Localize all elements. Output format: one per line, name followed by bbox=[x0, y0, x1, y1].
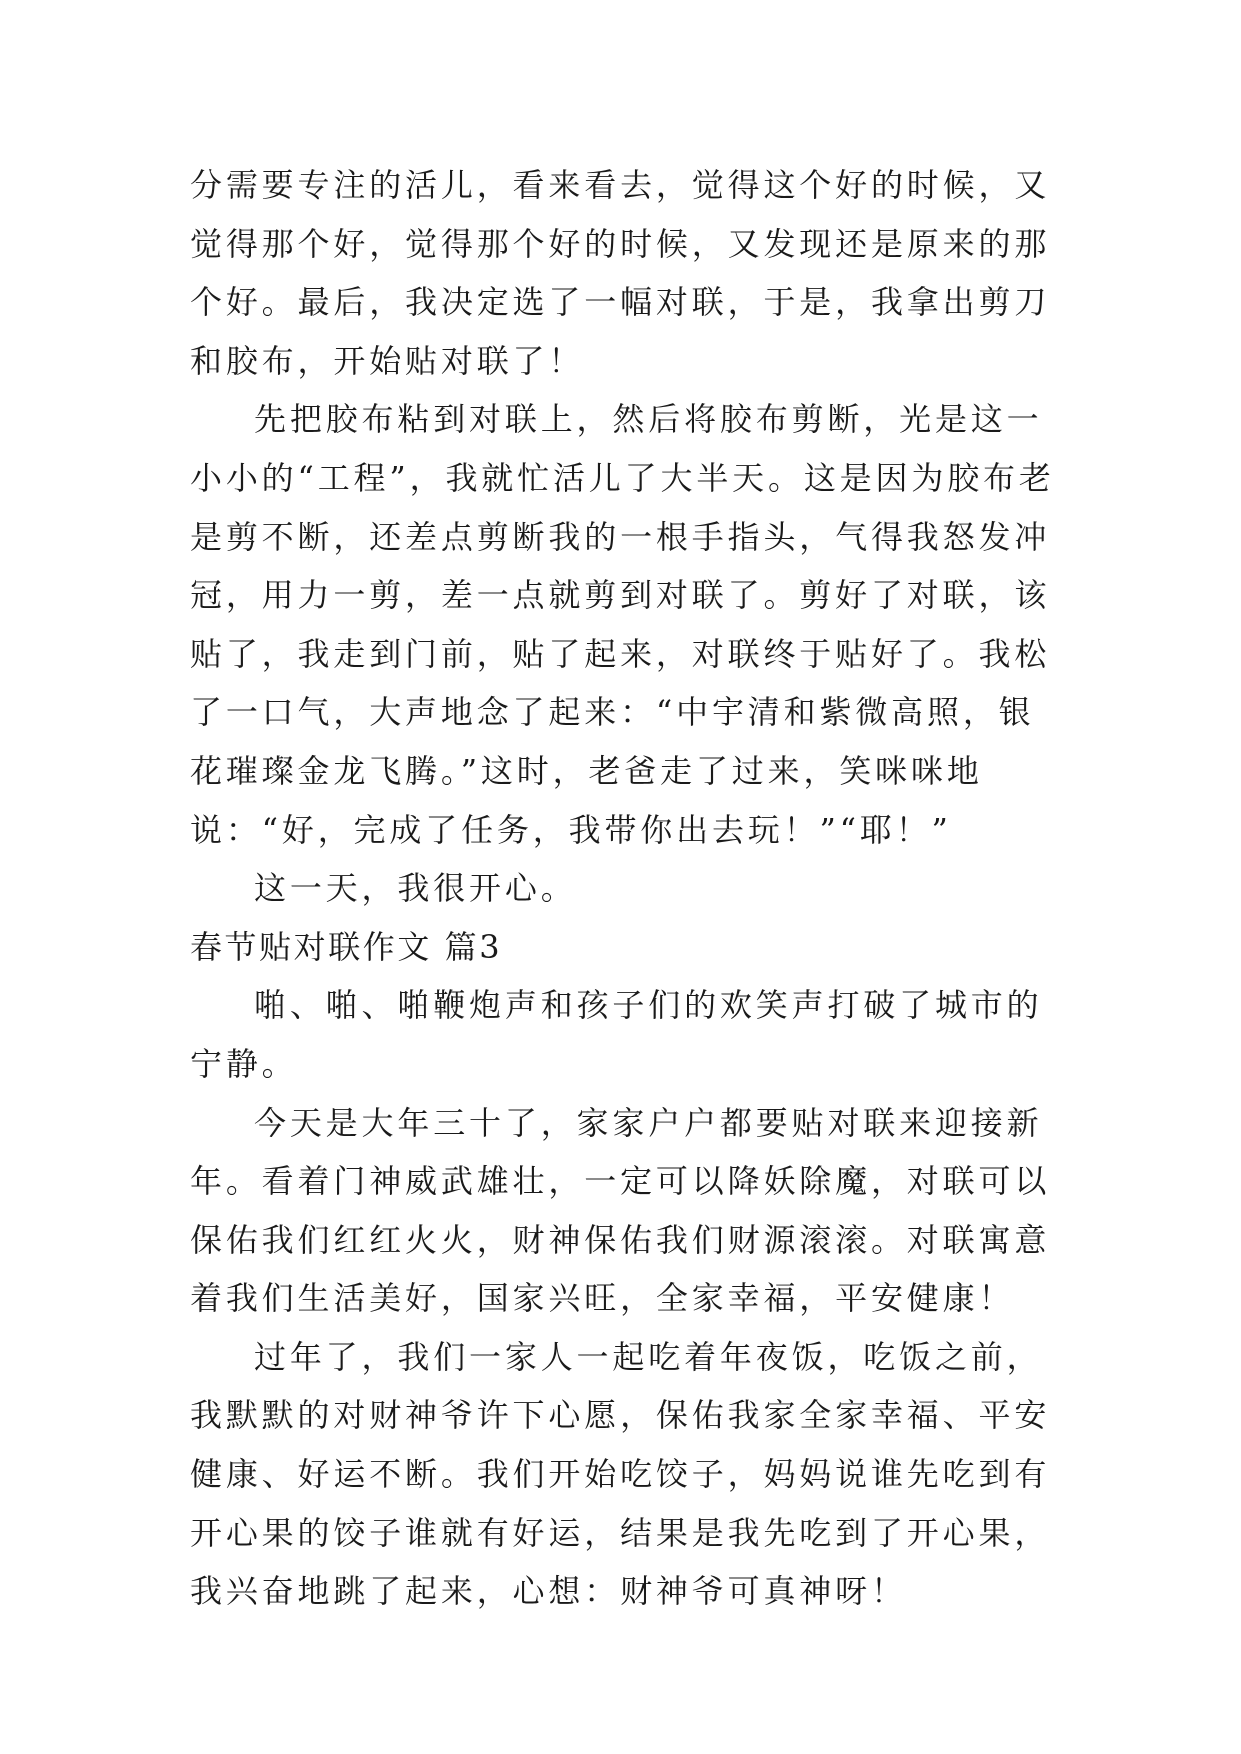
paragraph-6: 过年了，我们一家人一起吃着年夜饭，吃饭之前，我默默的对财神爷许下心愿，保佑我家全家幸福、平安健康、好运不断。我们开始吃饺子，妈妈说谁先吃到有开心果的饺子谁就有好运，结果是我先吃到了开心果，我兴奋地跳了起来，心想：财神爷可真神呀！ bbox=[190, 1337, 1051, 1611]
paragraph-2: 先把胶布粘到对联上，然后将胶布剪断，光是这一小小的“工程”，我就忙活儿了大半天。这是因为胶布老是剪不断，还差点剪断我的一根手指头，气得我怒发冲冠，用力一剪，差一点就剪到对联了。剪好了对联，该贴了，我走到门前，贴了起来，对联终于贴好了。我松了一口气，大声地念了起来：“中宇清和紫微高照，银花璀璨金龙飞腾。”这时，老爸走了过来，笑咪咪地说：“好，完成了任务，我带你出去玩！”“耶！” bbox=[190, 400, 1055, 849]
section-heading: 春节贴对联作文 篇3 bbox=[190, 927, 503, 966]
paragraph-5: 今天是大年三十了，家家户户都要贴对联来迎接新年。看着门神威武雄壮，一定可以降妖除魔，对联可以保佑我们红红火火，财神保佑我们财源滚滚。对联寓意着我们生活美好，国家兴旺，全家幸福，平安健康！ bbox=[190, 1103, 1051, 1318]
paragraph-4: 啪、啪、啪鞭炮声和孩子们的欢笑声打破了城市的宁静。 bbox=[190, 986, 1043, 1083]
document-body bbox=[190, 156, 1070, 1621]
paragraph-1: 分需要专注的活儿，看来看去，觉得这个好的时候，又觉得那个好，觉得那个好的时候，又发现还是原来的那个好。最后，我决定选了一幅对联，于是，我拿出剪刀和胶布，开始贴对联了！ bbox=[190, 166, 1051, 380]
paragraph-3: 这一天，我很开心。 bbox=[254, 869, 577, 908]
